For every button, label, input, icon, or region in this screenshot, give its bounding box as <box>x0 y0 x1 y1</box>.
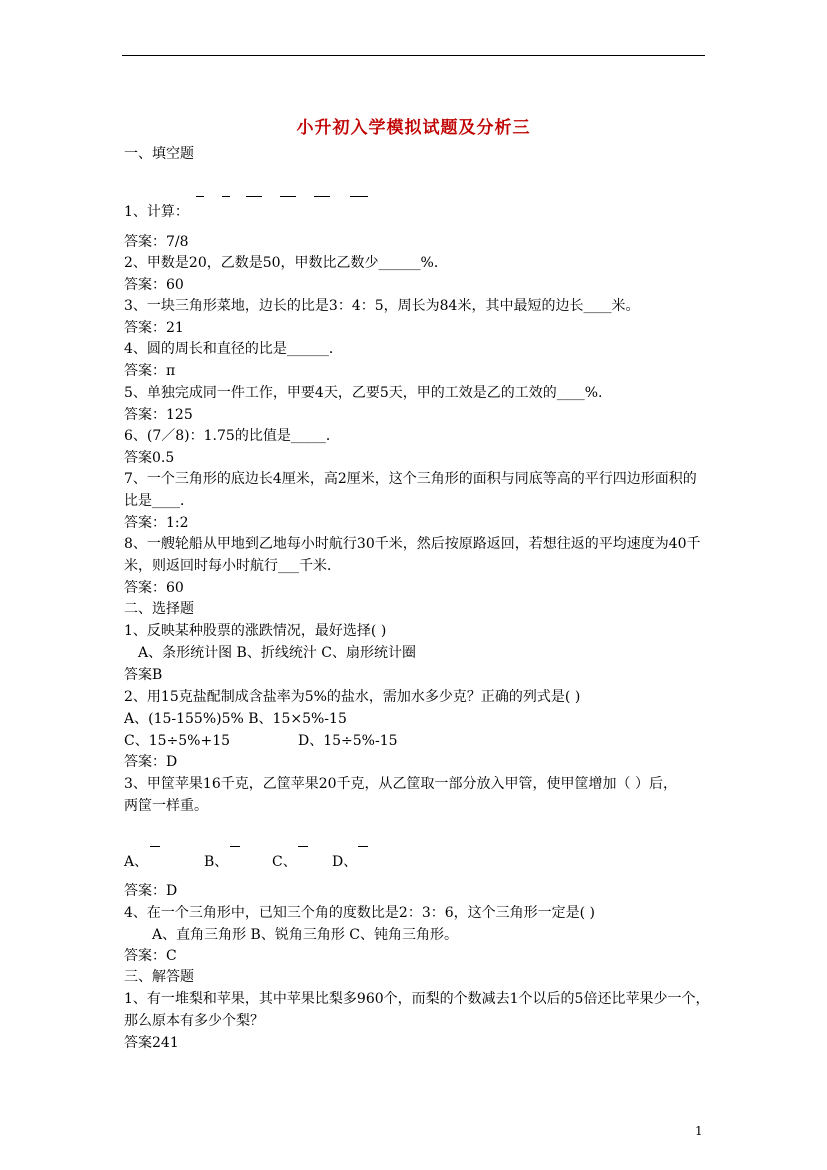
answer-text: 答案：7/8 <box>124 234 189 250</box>
question-text: 2、甲数是20，乙数是50，甲数比乙数少______%． <box>124 255 448 271</box>
question-text: 6、(7／8)：1.75的比值是_____． <box>124 428 340 444</box>
section-heading-choice: 二、选择题 <box>124 601 194 617</box>
section-heading-solve: 三、解答题 <box>124 969 194 985</box>
options-text: A、(15-155%)5% B、15×5%-15 <box>124 711 347 727</box>
header-rule <box>122 55 705 56</box>
answer-text: 答案：π <box>124 363 176 379</box>
option-d: D、 <box>332 854 358 870</box>
question-text: 1、反映某种股票的涨跌情况，最好选择( ) <box>124 623 387 639</box>
option-a: A、 <box>124 854 149 870</box>
question-text: 米，则返回时每小时航行___千米． <box>124 558 341 574</box>
answer-text: 答案0.5 <box>124 450 175 466</box>
question-text: 5、单独完成同一件工作，甲要4天，乙要5天，甲的工效是乙的工效的____%. <box>124 385 603 401</box>
fraction-bar <box>298 846 308 847</box>
question-text: 7、一个三角形的底边长4厘米，高2厘米，这个三角形的面积与同底等高的平行四边形面积的 <box>124 471 697 487</box>
section-heading-fill: 一、填空题 <box>124 146 194 162</box>
question-text: 4、圆的周长和直径的比是______． <box>124 341 343 357</box>
answer-text: 答案：125 <box>124 407 193 423</box>
answer-text: 答案：1:2 <box>124 515 189 531</box>
fraction-bar <box>196 196 204 197</box>
question-text: 两筐一样重。 <box>124 798 208 814</box>
fraction-bar <box>150 846 160 847</box>
answer-text: 答案：D <box>124 883 178 899</box>
option-b: B、 <box>204 854 229 870</box>
answer-text: 答案：21 <box>124 320 184 336</box>
page-title: 小升初入学模拟试题及分析三 <box>296 118 531 138</box>
page-number: 1 <box>695 1124 703 1138</box>
option-c: C、15÷5%+15 <box>124 733 231 749</box>
options-text: A、直角三角形 B、锐角三角形 C、钝角三角形。 <box>152 927 459 943</box>
question-text: 3、甲筐苹果16千克，乙筐苹果20千克，从乙筐取一部分放入甲管，使甲筐增加（ ）后， <box>124 776 677 792</box>
option-c: C、 <box>272 854 297 870</box>
fraction-bar <box>230 846 240 847</box>
question-text: 1、计算： <box>124 204 189 220</box>
question-text: 8、一艘轮船从甲地到乙地每小时航行30千米，然后按原路返回，若想往返的平均速度为40千 <box>124 536 701 552</box>
question-text: 1、有一堆梨和苹果，其中苹果比梨多960个，而梨的个数减去1个以后的5倍还比苹果少一个， <box>124 991 710 1007</box>
answer-text: 答案：60 <box>124 580 184 596</box>
options-text: A、条形统计图 B、折线统汁 C、扇形统计圈 <box>138 645 417 661</box>
option-d: D、15÷5%-15 <box>298 733 398 749</box>
question-text: 比是____． <box>124 493 194 509</box>
fraction-bar <box>350 196 368 197</box>
fraction-bar <box>314 196 330 197</box>
fraction-bar <box>280 196 296 197</box>
question-text: 2、用15克盐配制成含盐率为5%的盐水，需加水多少克？正确的列式是( ) <box>124 689 581 705</box>
question-text: 4、在一个三角形中，已知三个角的度数比是2：3：6，这个三角形一定是( ) <box>124 905 596 921</box>
fraction-bar <box>358 846 368 847</box>
answer-text: 答案：C <box>124 948 177 964</box>
answer-text: 答案241 <box>124 1035 179 1051</box>
answer-text: 答案：60 <box>124 277 184 293</box>
fraction-bar <box>246 196 262 197</box>
question-text: 那么原本有多少个梨？ <box>124 1013 264 1029</box>
question-text: 3、一块三角形菜地，边长的比是3：4：5，周长为84米，其中最短的边长____米。 <box>124 298 640 314</box>
fraction-bar <box>222 196 230 197</box>
answer-text: 答案B <box>124 667 163 683</box>
answer-text: 答案：D <box>124 754 178 770</box>
